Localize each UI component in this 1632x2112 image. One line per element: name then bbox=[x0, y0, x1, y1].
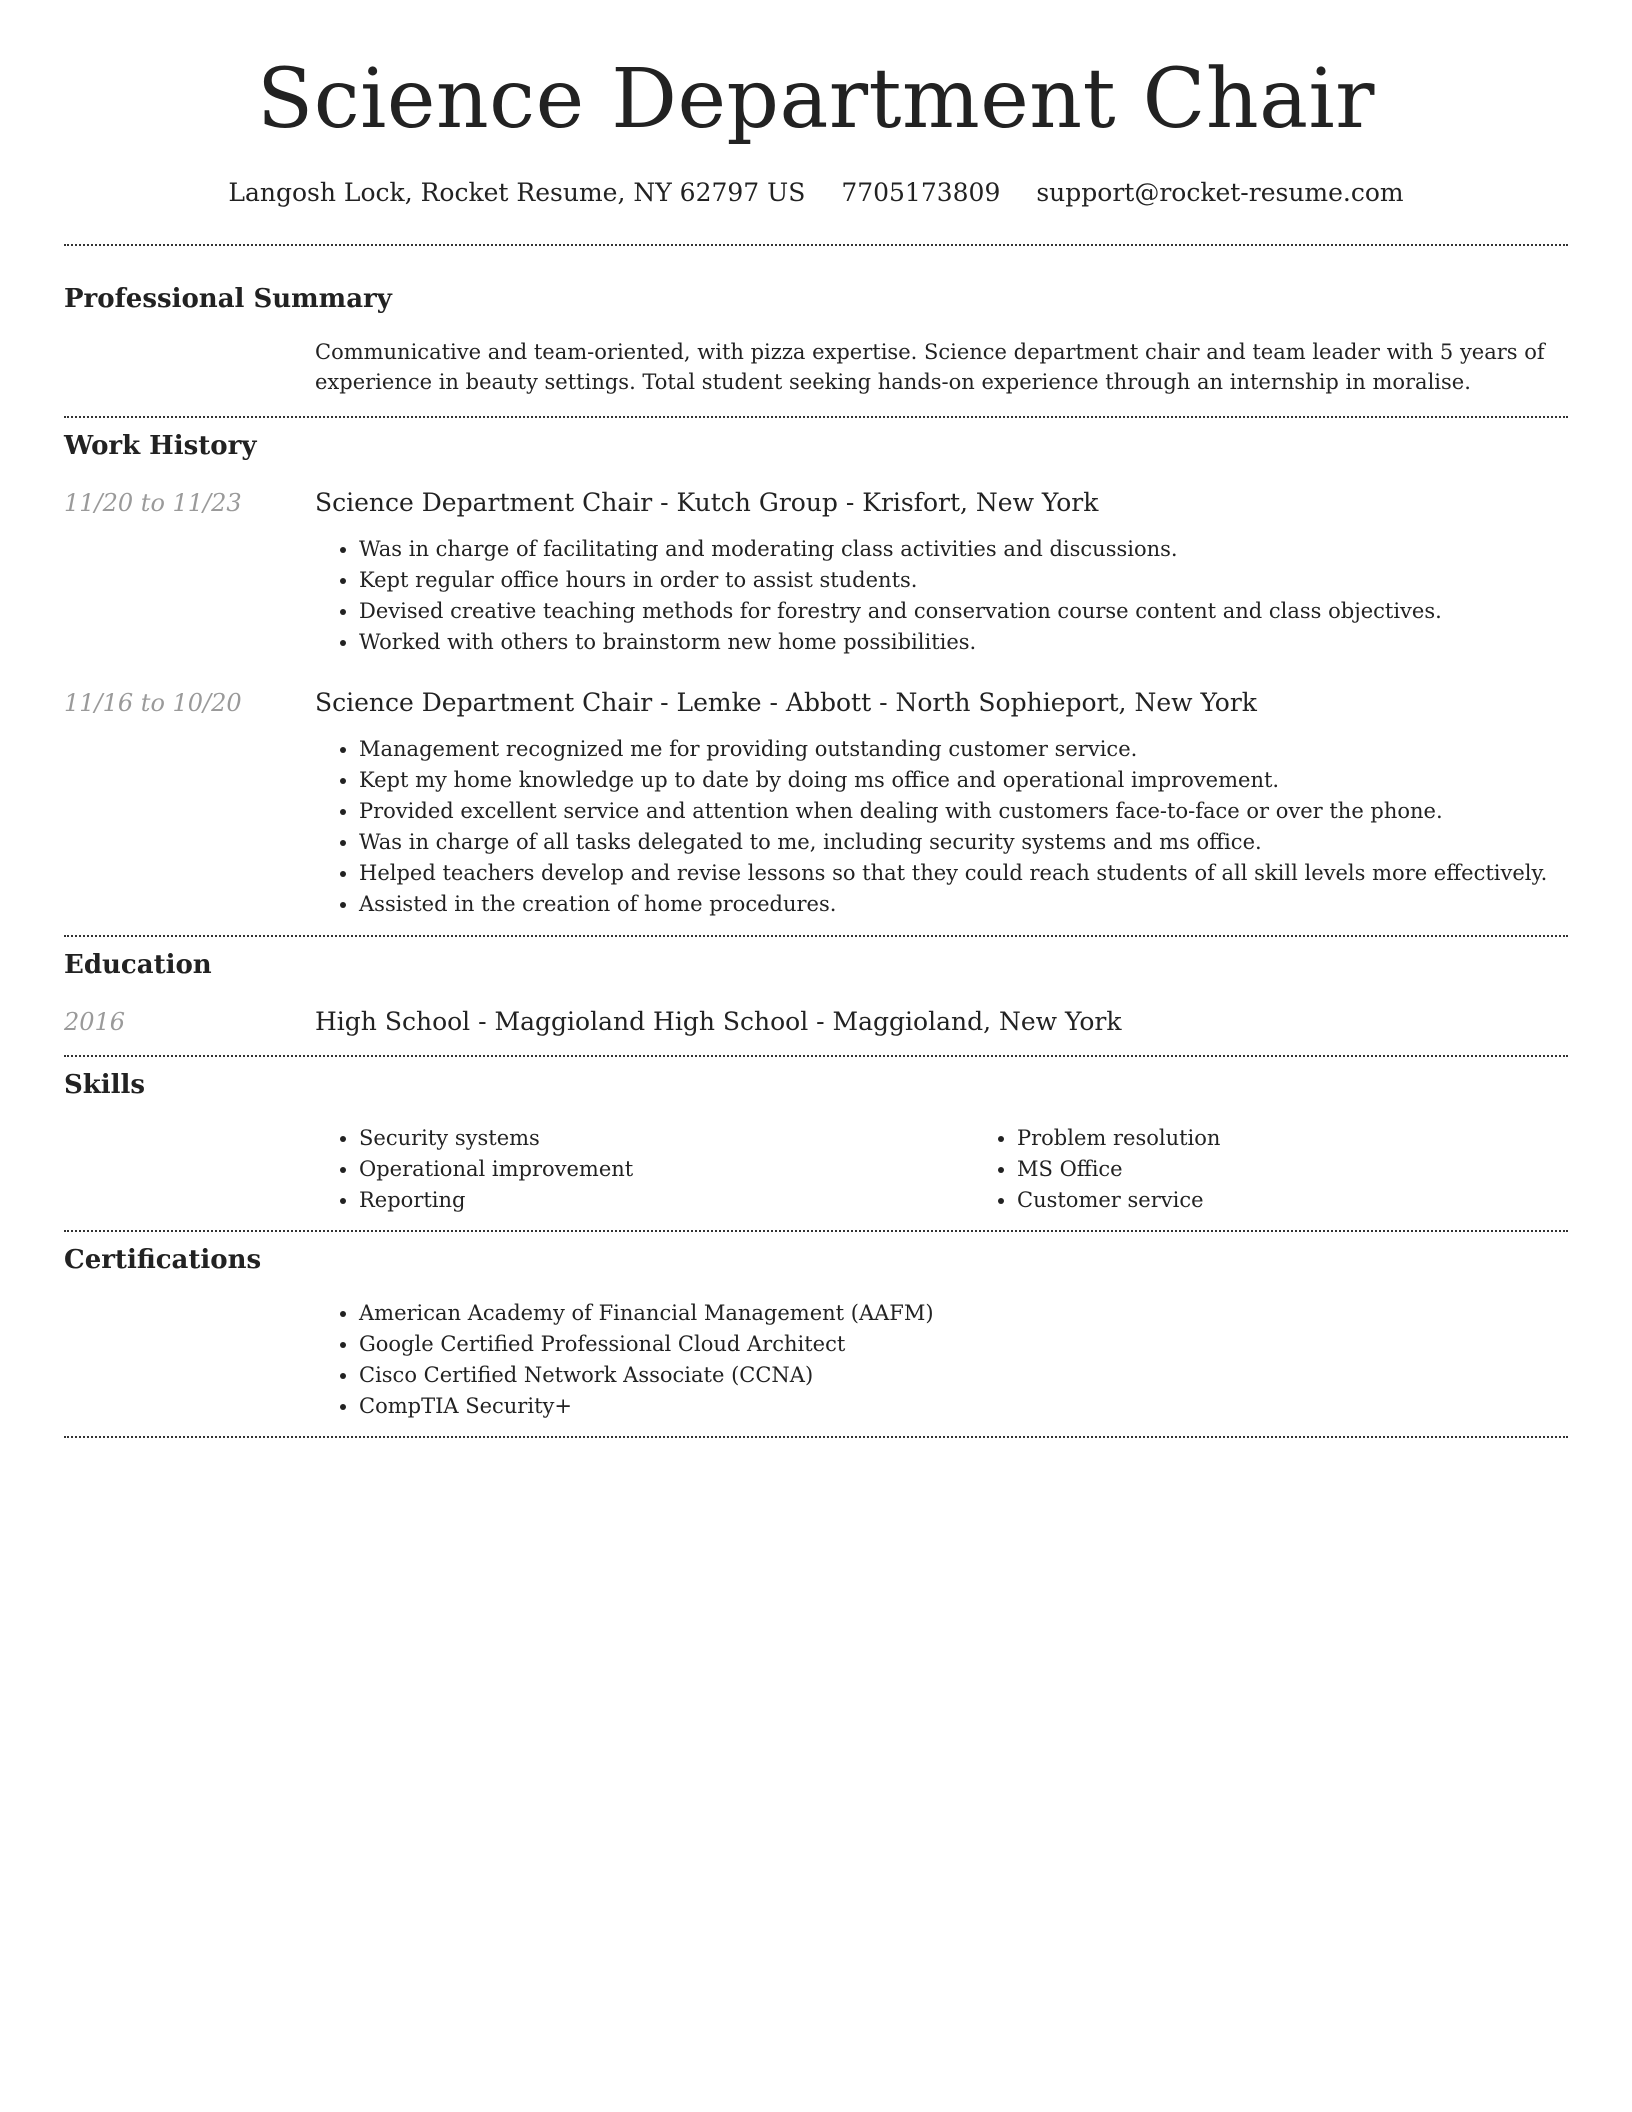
job-bullets bbox=[315, 734, 1568, 920]
list-item: • Worked with others to brainstorm new home possibilities. bbox=[359, 627, 1568, 658]
job-dates: 11/16 to 10/20 bbox=[64, 689, 242, 717]
list-item: • Helped teachers develop and revise lessons so that they could reach students of all skill levels more effectively. bbox=[359, 858, 1568, 889]
list-item: • Security systems bbox=[359, 1123, 973, 1154]
job-heading: Science Department Chair - Lemke - Abbott - North Sophieport, New York bbox=[315, 688, 1257, 717]
education-heading: High School - Maggioland High School - Maggioland, New York bbox=[315, 1007, 1122, 1036]
contact-address: Langosh Lock, Rocket Resume, NY 62797 US bbox=[228, 178, 806, 207]
contact-email: support@rocket-resume.com bbox=[1036, 178, 1404, 207]
list-item: • Cisco Certified Network Associate (CCNA) bbox=[359, 1360, 1568, 1391]
list-item: • Problem resolution bbox=[1017, 1123, 1631, 1154]
list-item: • Google Certified Professional Cloud Architect bbox=[359, 1329, 1568, 1360]
education-year: 2016 bbox=[64, 1008, 126, 1036]
resume-header bbox=[64, 0, 1568, 210]
list-item: • Customer service bbox=[1017, 1185, 1631, 1216]
list-item: • Kept regular office hours in order to assist students. bbox=[359, 565, 1568, 596]
contact-phone: 7705173809 bbox=[841, 178, 1001, 207]
education-title: Education bbox=[64, 950, 212, 980]
list-item: • CompTIA Security+ bbox=[359, 1391, 1568, 1422]
certifications-list bbox=[315, 1298, 1568, 1422]
summary-text: Communicative and team-oriented, with pizza expertise. Science department chair and team leader with 5 years of experience in beauty settings. Total student seeking hands-on experience through an internship in moralise. bbox=[315, 340, 1545, 394]
section-divider bbox=[64, 1436, 1568, 1438]
summary-title: Professional Summary bbox=[64, 284, 392, 314]
job-bullets bbox=[315, 534, 1568, 658]
candidate-name: Science Department Chair bbox=[257, 52, 1375, 147]
list-item: • Was in charge of facilitating and moderating class activities and discussions. bbox=[359, 534, 1568, 565]
work-history-section bbox=[64, 418, 1568, 935]
list-item: • Devised creative teaching methods for forestry and conservation course content and class objectives. bbox=[359, 596, 1568, 627]
list-item: • American Academy of Financial Management (AAFM) bbox=[359, 1298, 1568, 1329]
job-heading: Science Department Chair - Kutch Group - Krisfort, New York bbox=[315, 488, 1099, 517]
summary-section bbox=[64, 246, 1568, 416]
job-dates: 11/20 to 11/23 bbox=[64, 489, 242, 517]
job-entry bbox=[64, 486, 1568, 658]
list-item: • Provided excellent service and attention when dealing with customers face-to-face or over the phone. bbox=[359, 796, 1568, 827]
list-item: • Operational improvement bbox=[359, 1154, 973, 1185]
skills-list-right bbox=[973, 1123, 1631, 1216]
list-item: • Kept my home knowledge up to date by doing ms office and operational improvement. bbox=[359, 765, 1568, 796]
skills-section bbox=[64, 1057, 1568, 1230]
list-item: • Management recognized me for providing outstanding customer service. bbox=[359, 734, 1568, 765]
job-entry bbox=[64, 686, 1568, 920]
list-item: • Reporting bbox=[359, 1185, 973, 1216]
list-item: • Was in charge of all tasks delegated to me, including security systems and ms office. bbox=[359, 827, 1568, 858]
contact-line bbox=[64, 176, 1568, 210]
list-item: • MS Office bbox=[1017, 1154, 1631, 1185]
list-item: • Assisted in the creation of home procedures. bbox=[359, 889, 1568, 920]
skills-title: Skills bbox=[64, 1070, 146, 1100]
certifications-title: Certifications bbox=[64, 1245, 262, 1275]
work-history-title: Work History bbox=[64, 431, 257, 461]
education-section bbox=[64, 937, 1568, 1055]
certifications-section bbox=[64, 1232, 1568, 1436]
skills-list-left bbox=[315, 1123, 973, 1216]
